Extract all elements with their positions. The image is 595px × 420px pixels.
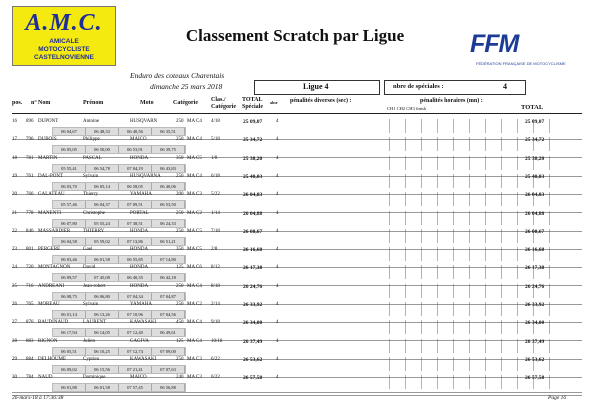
cell-prenom: PASCAL — [83, 155, 102, 161]
cell-abs: 4 — [276, 192, 279, 198]
cell-total: 26 57,58 — [525, 375, 545, 382]
cell-spe: 26 37,49 — [243, 338, 263, 345]
page-title: Classement Scratch par Ligue — [185, 26, 405, 45]
special-time: 06 09,57 — [53, 274, 86, 281]
special-time: 07 04,56 — [152, 311, 185, 318]
special-time: 06 03,70 — [53, 183, 86, 190]
cell-pos: 24 — [12, 265, 17, 271]
logo-line2: MOTOCYCLISTE — [38, 46, 90, 53]
cell-cat: MA C5 — [187, 155, 202, 161]
special-time: 07 09,51 — [119, 201, 152, 208]
cell-spe: 26 08,67 — [243, 228, 263, 235]
cell-pos: 21 — [12, 210, 17, 216]
penalty-cells — [389, 137, 559, 151]
special-time: 06 48,33 — [86, 128, 119, 135]
cell-abs: 4 — [276, 228, 279, 234]
logo-line3: CASTELNOVIENNE — [34, 54, 94, 61]
penalty-cells — [389, 174, 559, 188]
cell-pos: 20 — [12, 192, 17, 198]
special-time: 06 08,75 — [53, 293, 86, 300]
special-time: 06 35,51 — [152, 128, 185, 135]
special-time: 06 07,80 — [53, 220, 86, 227]
penalty-cells — [389, 284, 559, 298]
special-time: 06 09,02 — [53, 366, 86, 373]
cell-moto: HONDA — [130, 155, 149, 161]
cell-abs: 4 — [276, 320, 279, 326]
hdr-pen-hor: pénalités horaires (mn) : — [420, 98, 483, 104]
special-time: 07 14,80 — [152, 256, 185, 263]
cell-nom: MONTAGNON — [38, 265, 71, 271]
cell-spe: 26 24,76 — [243, 283, 263, 290]
hdr-moto: Moto — [140, 100, 154, 106]
cell-spe: 26 53,62 — [243, 356, 263, 363]
special-time: 06 49,61 — [152, 329, 185, 336]
special-time: 06 39,75 — [152, 146, 185, 153]
hdr-nom: Nom — [38, 100, 51, 106]
cell-spe: 25 40,03 — [243, 173, 263, 180]
cell-cc: 250 — [176, 119, 184, 124]
cell-cc: 250 — [176, 356, 184, 362]
cell-prenom: Thierry — [83, 192, 98, 198]
cell-cat: MA C3 — [187, 375, 202, 381]
special-time: 07 45,08 — [86, 274, 119, 281]
cell-nom: MANENTI — [38, 210, 62, 216]
ffm-tag: FÉDÉRATION FRANÇAISE DE MOTOCYCLISME — [476, 61, 566, 66]
hdr-abs: abse — [270, 100, 278, 105]
cell-moto: KAWASAKI — [130, 320, 157, 326]
ligue-label: Ligue 4 — [303, 82, 329, 91]
special-time: 06 13,26 — [86, 311, 119, 318]
cell-clas: 8/18 — [211, 283, 220, 289]
cell-nom: PERGERE — [38, 247, 61, 253]
cell-cat: MA C3 — [187, 356, 202, 362]
special-time: 06 04,67 — [53, 128, 86, 135]
footer-divider — [12, 392, 582, 393]
penalty-cells — [389, 265, 559, 279]
cell-prenom: Gael — [83, 247, 93, 253]
special-time: 06 55,85 — [119, 256, 152, 263]
cell-abs: 4 — [276, 173, 279, 179]
special-time: 05 57,46 — [53, 201, 86, 208]
cell-total: 26 34,00 — [525, 320, 545, 327]
special-time: 06 01,58 — [86, 256, 119, 263]
cell-prenom: Antoine — [83, 119, 100, 124]
cell-cc: 250 — [176, 173, 184, 179]
cell-total: 26 37,49 — [525, 338, 545, 345]
cell-cc: 250 — [176, 137, 184, 143]
cell-cc: 250 — [176, 210, 184, 216]
footer-page: Page 16 — [548, 395, 567, 401]
hdr-total: TOTAL — [521, 104, 544, 111]
cell-num: 781 — [26, 155, 34, 161]
cell-pos: 22 — [12, 228, 17, 234]
special-time: 06 01,14 — [53, 311, 86, 318]
cell-cc: 250 — [176, 302, 184, 307]
cell-pos: 25 — [12, 283, 17, 289]
cell-moto: HUSQVARNA — [130, 173, 161, 179]
cell-num: 716 — [26, 283, 34, 289]
cell-clas: 1/8 — [211, 155, 218, 161]
hdr-pos: pos. — [12, 100, 23, 106]
cell-clas: 5/18 — [211, 137, 220, 143]
cell-cat: MA C4 — [187, 320, 202, 326]
cell-abs: 4 — [276, 356, 279, 362]
cell-cat: MA C4 — [187, 119, 202, 124]
cell-cat: MA C2 — [187, 210, 202, 216]
cell-spe: 26 04,88 — [243, 210, 263, 217]
cell-moto: HONDA — [130, 228, 149, 234]
penalty-cells — [389, 119, 559, 133]
special-time: 05 55,24 — [86, 220, 119, 227]
cell-total: 26 33,92 — [525, 302, 545, 308]
cell-spe: 26 17,38 — [243, 265, 263, 272]
cell-abs: 4 — [276, 338, 279, 344]
special-time: 05 59,02 — [86, 238, 119, 245]
special-time: 06 53,91 — [119, 146, 152, 153]
cell-abs: 4 — [276, 119, 279, 124]
cell-total: 26 04,88 — [525, 210, 545, 217]
hdr-categorie: Catégorie — [173, 100, 198, 106]
special-time: 06 40,06 — [152, 183, 185, 190]
cell-abs: 4 — [276, 137, 279, 143]
cell-num: 778 — [26, 210, 34, 216]
cell-moto: HONDA — [130, 265, 149, 271]
hdr-pen-div: pénalités diverses (sec) : — [290, 98, 352, 104]
row-divider — [12, 395, 582, 396]
cell-pos: 16 — [12, 119, 17, 124]
special-times — [52, 383, 186, 392]
special-time: 06 40,35 — [119, 274, 152, 281]
penalty-cells — [389, 302, 559, 316]
cell-cc: 240 — [176, 375, 184, 381]
cell-cc: 450 — [176, 320, 184, 326]
cell-nom: BIGNON — [38, 338, 58, 344]
cell-total: 26 24,76 — [525, 283, 545, 290]
event-name: Enduro des coteaux Charentais — [130, 71, 225, 80]
hdr-prenom: Prénom — [83, 100, 104, 106]
cell-spe: 26 33,92 — [243, 302, 263, 308]
special-time: 06 01,58 — [86, 384, 119, 391]
cell-prenom: Julien — [83, 338, 95, 344]
cell-total: 26 08,67 — [525, 228, 545, 235]
cell-num: 761 — [26, 173, 34, 179]
cell-cat: MA C4 — [187, 173, 202, 179]
special-time: 06 03,46 — [53, 256, 86, 263]
cell-cat: MA C5 — [187, 228, 202, 234]
hdr-num: n° — [31, 100, 37, 106]
cell-pos: 18 — [12, 155, 17, 161]
ffm-name: FFM — [470, 30, 519, 58]
cell-moto: CAGIVA — [130, 338, 149, 344]
special-time: 05 55,41 — [53, 165, 86, 172]
cell-nom: NAUD — [38, 375, 53, 381]
penalty-cells — [389, 211, 559, 225]
cell-spe: 26 04,83 — [243, 192, 263, 199]
special-time: 06 15,56 — [86, 366, 119, 373]
penalty-cells — [389, 375, 559, 389]
special-time: 07 07,63 — [152, 366, 185, 373]
cell-moto: HONDA — [130, 283, 149, 289]
cell-num: 784 — [26, 375, 34, 381]
cell-total: 26 04,83 — [525, 192, 545, 199]
cell-clas: 6/22 — [211, 356, 220, 362]
cell-num: 876 — [26, 320, 34, 326]
specials-label: nbre de spéciales : — [393, 83, 444, 90]
special-time: 07 12,74 — [119, 348, 152, 355]
special-time: 06 42,18 — [152, 274, 185, 281]
cell-num: 846 — [26, 228, 34, 234]
cell-clas: 10/18 — [211, 338, 223, 344]
hdr-clas: Clas./ Catégorie — [211, 97, 236, 110]
penalty-cells — [389, 357, 559, 371]
special-time: 06 01,88 — [53, 384, 86, 391]
special-time: 06 10,25 — [86, 348, 119, 355]
footer-timestamp: 26-mars-18 à 17:36:38 — [12, 395, 64, 401]
cell-total: 25 38,20 — [525, 155, 545, 162]
cell-spe: 25 38,20 — [243, 155, 263, 162]
cell-cc: 350 — [176, 247, 184, 253]
penalty-cells — [389, 229, 559, 243]
cell-pos: 26 — [12, 302, 17, 307]
ligue-box — [254, 80, 380, 95]
amc-logo — [12, 6, 116, 66]
ffm-logo — [470, 30, 576, 70]
special-time: 07 09,00 — [152, 348, 185, 355]
cell-clas: 7/18 — [211, 228, 220, 234]
cell-nom: DELHOUME — [38, 356, 67, 362]
event-date: dimanche 25 mars 2018 — [150, 82, 223, 91]
hdr-ch: CH1 CH2 CH3 finish — [387, 106, 427, 111]
cell-prenom: Jean-robert — [83, 283, 106, 289]
cell-nom: DUPONT — [38, 119, 59, 124]
cell-abs: 4 — [276, 283, 279, 289]
special-time: 06 05,14 — [86, 183, 119, 190]
cell-num: 896 — [26, 119, 34, 124]
special-time: 07 57,45 — [119, 384, 152, 391]
cell-cat: MA C3 — [187, 192, 202, 198]
cell-total: 25 09,07 — [525, 119, 545, 125]
cell-spe: 25 09,07 — [243, 119, 263, 125]
cell-prenom: THIERRY — [83, 228, 105, 234]
cell-num: 765 — [26, 302, 34, 307]
cell-num: 720 — [26, 265, 34, 271]
cell-prenom: Philippe — [83, 137, 100, 143]
special-time: 07 21,41 — [119, 366, 152, 373]
cell-pos: 19 — [12, 173, 17, 179]
logo-line1: AMICALE — [49, 38, 79, 45]
cell-abs: 4 — [276, 155, 279, 161]
cell-moto: YAMAHA — [130, 302, 152, 307]
special-time: 07 12,40 — [119, 329, 152, 336]
cell-nom: GALATEAU — [38, 192, 65, 198]
cell-cc: 125 — [176, 265, 184, 271]
penalty-cells — [389, 192, 559, 206]
cell-nom: MASSARDIER — [38, 228, 71, 234]
special-time: 06 05,05 — [53, 146, 86, 153]
special-time: 06 04,37 — [86, 201, 119, 208]
cell-total: 26 53,62 — [525, 356, 545, 363]
cell-clas: 8/12 — [211, 265, 220, 271]
special-time: 06 56,88 — [152, 384, 185, 391]
cell-pos: 17 — [12, 137, 17, 143]
cell-spe: 25 34,72 — [243, 137, 263, 144]
cell-cat: MA C6 — [187, 265, 202, 271]
cell-prenom: Sylvain — [83, 173, 99, 179]
specials-box — [384, 80, 526, 95]
special-time: 06 50,00 — [86, 146, 119, 153]
cell-cc: 200 — [176, 192, 184, 198]
cell-cat: MA C4 — [187, 338, 202, 344]
hdr-total-spe: TOTAL Spéciale — [242, 97, 263, 110]
cell-nom: ANDREANI — [38, 283, 65, 289]
cell-cat: MA C4 — [187, 137, 202, 143]
cell-prenom: LAURENT — [83, 320, 107, 326]
cell-nom: DAL-PONT — [38, 173, 63, 179]
cell-moto: PORTAL — [130, 210, 149, 216]
special-time: 06 05,51 — [53, 348, 86, 355]
cell-pos: 30 — [12, 375, 17, 381]
cell-cc: 350 — [176, 155, 184, 161]
cell-moto: YAMAHA — [130, 192, 152, 198]
special-time: 06 53,50 — [152, 201, 185, 208]
cell-prenom: Dominique — [83, 375, 106, 381]
cell-cc: 250 — [176, 228, 184, 234]
cell-cc: 250 — [176, 283, 184, 289]
special-time: 06 14,05 — [86, 329, 119, 336]
cell-prenom: Christophe — [83, 210, 105, 216]
cell-total: 25 40,03 — [525, 173, 545, 180]
penalty-cells — [389, 156, 559, 170]
cell-spe: 26 34,00 — [243, 320, 263, 327]
special-time: 06 06,80 — [86, 293, 119, 300]
special-time: 07 04,34 — [119, 293, 152, 300]
cell-abs: 4 — [276, 375, 279, 381]
logo-initials: A.M.C. — [25, 10, 103, 36]
cell-pos: 23 — [12, 247, 17, 253]
cell-clas: 5/22 — [211, 192, 220, 198]
cell-clas: 6/22 — [211, 375, 220, 381]
cell-spe: 26 16,68 — [243, 247, 263, 254]
cell-nom: MARTIN — [38, 155, 58, 161]
special-time: 06 04,58 — [53, 238, 86, 245]
cell-total: 25 34,72 — [525, 137, 545, 144]
special-time: 07 38,51 — [119, 220, 152, 227]
cell-clas: 9/18 — [211, 320, 220, 326]
penalty-cells — [389, 247, 559, 261]
special-time: 07 13,86 — [119, 238, 152, 245]
cell-clas: 4/18 — [211, 119, 220, 124]
cell-total: 26 16,68 — [525, 247, 545, 254]
cell-spe: 26 57,58 — [243, 375, 263, 382]
special-time: 06 58,05 — [119, 183, 152, 190]
cell-clas: 2/14 — [211, 302, 220, 307]
special-time: 06 54,78 — [86, 165, 119, 172]
cell-num: 801 — [26, 247, 34, 253]
cell-prenom: Sylvain — [83, 302, 99, 307]
cell-cat: MA C4 — [187, 283, 202, 289]
special-time: 06 24,33 — [152, 220, 185, 227]
cell-total: 26 17,38 — [525, 265, 545, 272]
cell-nom: DUBOIS — [38, 137, 57, 143]
cell-pos: 27 — [12, 320, 17, 326]
special-time: 06 17,94 — [53, 329, 86, 336]
cell-abs: 4 — [276, 265, 279, 271]
cell-nom: BAUDINAUD — [38, 320, 69, 326]
cell-clas: 2/8 — [211, 247, 218, 253]
special-time: 07 04,19 — [119, 165, 152, 172]
cell-prenom: David — [83, 265, 96, 271]
cell-moto: KAWASAKI — [130, 356, 157, 362]
specials-value: 4 — [503, 82, 507, 91]
header-divider — [12, 113, 582, 114]
cell-moto: MAICO — [130, 375, 147, 381]
special-time: 06 51,21 — [152, 238, 185, 245]
cell-nom: MOREAU — [38, 302, 60, 307]
cell-prenom: Cyprien — [83, 356, 100, 362]
cell-moto: HUSQVARN — [130, 119, 158, 124]
cell-clas: 1/14 — [211, 210, 220, 216]
cell-abs: 4 — [276, 247, 279, 253]
special-time: 07 04,87 — [152, 293, 185, 300]
cell-pos: 28 — [12, 338, 17, 344]
cell-clas: 6/18 — [211, 173, 220, 179]
special-time: 06 40,56 — [119, 128, 152, 135]
cell-pos: 29 — [12, 356, 17, 362]
penalty-cells — [389, 320, 559, 334]
cell-cat: MA C2 — [187, 302, 202, 307]
cell-abs: 4 — [276, 302, 279, 307]
penalty-cells — [389, 339, 559, 353]
cell-cc: 125 — [176, 338, 184, 344]
cell-abs: 4 — [276, 210, 279, 216]
cell-moto: MAICO — [130, 137, 147, 143]
cell-num: 883 — [26, 338, 34, 344]
cell-cat: MA C5 — [187, 247, 202, 253]
cell-num: 884 — [26, 356, 34, 362]
cell-num: 796 — [26, 137, 34, 143]
cell-moto: HONDA — [130, 247, 149, 253]
special-time: 07 10,96 — [119, 311, 152, 318]
cell-num: 766 — [26, 192, 34, 198]
special-time: 06 43,83 — [152, 165, 185, 172]
